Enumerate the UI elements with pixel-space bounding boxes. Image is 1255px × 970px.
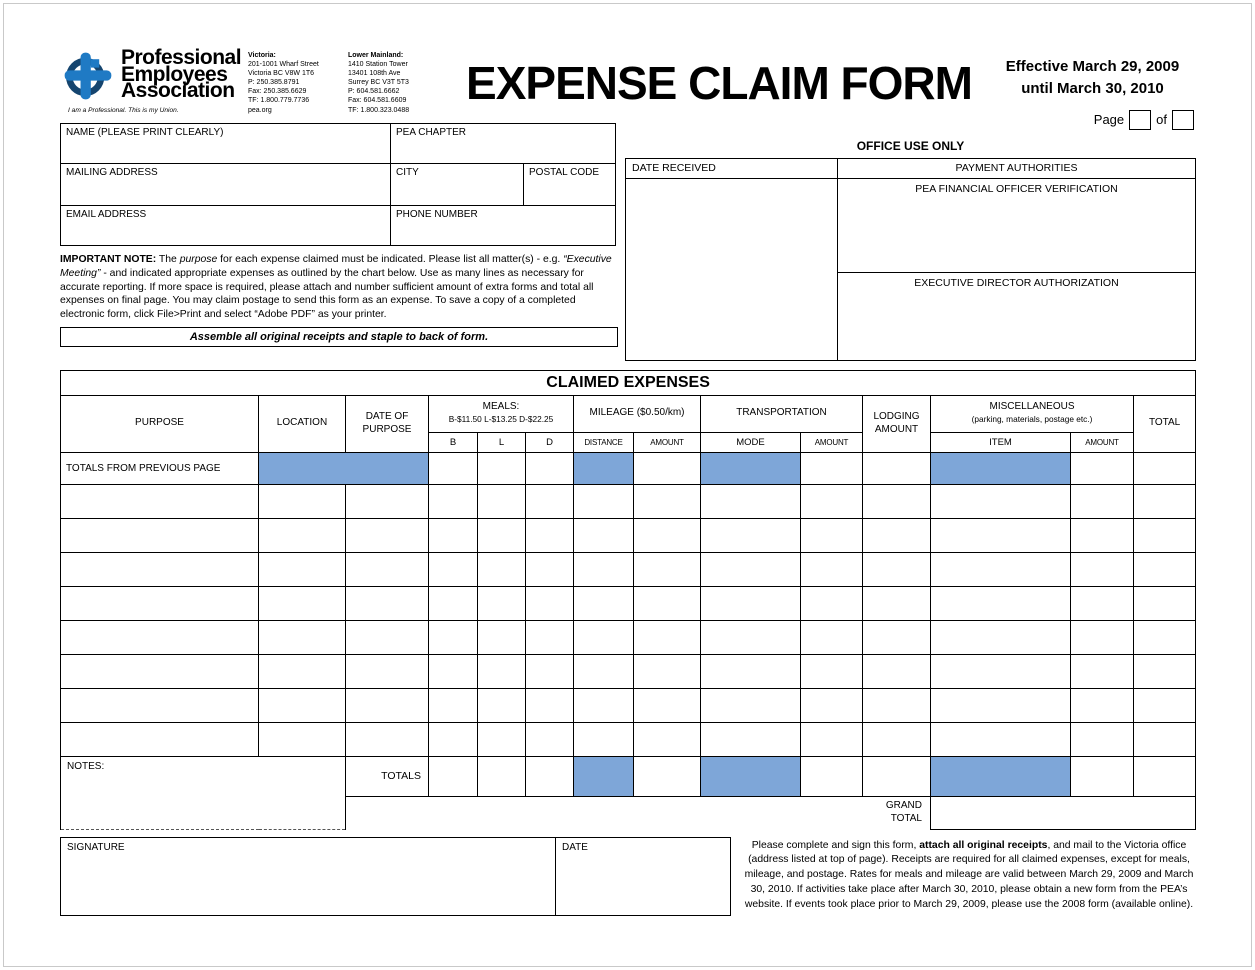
lower-mainland-line: P: 604.581.6662 xyxy=(348,88,400,96)
office-use-table xyxy=(625,158,1196,361)
lower-mainland-address xyxy=(348,48,448,115)
totals-from-previous-page-row xyxy=(61,452,1196,484)
lodging-amount-cell[interactable] xyxy=(863,518,931,552)
total-cell[interactable] xyxy=(1134,518,1196,552)
contact-row-1 xyxy=(61,123,616,163)
col-header-mileage: MILEAGE ($0.50/km) xyxy=(574,395,701,432)
transport-amount-cell[interactable] xyxy=(801,722,863,756)
mode-cell[interactable] xyxy=(701,484,801,518)
claimant-info-section xyxy=(60,123,615,361)
col-header-total: TOTAL xyxy=(1134,395,1196,452)
transport-amount-cell[interactable] xyxy=(801,620,863,654)
notes-area[interactable] xyxy=(61,756,346,829)
executive-director-authorization-label: EXECUTIVE DIRECTOR AUTHORIZATION xyxy=(914,276,1119,289)
mileage-amount-cell[interactable] xyxy=(634,586,701,620)
mileage-amount-cell[interactable] xyxy=(634,552,701,586)
distance-cell[interactable] xyxy=(574,722,634,756)
meal-b-total-cell[interactable] xyxy=(429,756,478,796)
mailing-address-field[interactable] xyxy=(61,163,391,205)
distance-cell[interactable] xyxy=(574,654,634,688)
meal-l-cell[interactable] xyxy=(478,484,526,518)
date-label: DATE xyxy=(562,841,588,853)
email-label: EMAIL ADDRESS xyxy=(66,208,147,220)
total-cell[interactable] xyxy=(1134,654,1196,688)
name-label: NAME (PLEASE PRINT CLEARLY) xyxy=(66,126,224,138)
item-cell[interactable] xyxy=(931,620,1071,654)
email-field[interactable] xyxy=(61,205,391,245)
footer-bold-text: attach all original receipts xyxy=(919,839,1048,851)
meal-b-cell[interactable] xyxy=(429,654,478,688)
transport-amount-cell[interactable] xyxy=(801,518,863,552)
grand-column-total-cell[interactable] xyxy=(1134,756,1196,796)
col-header-mode: MODE xyxy=(701,432,801,452)
victoria-address-line: P: 250.385.8791 xyxy=(248,79,300,87)
blocked-mode-cell xyxy=(701,452,801,484)
postal-code-field[interactable] xyxy=(524,163,616,205)
expenses-header-row-1 xyxy=(61,395,1196,432)
col-header-distance: DISTANCE xyxy=(574,432,634,452)
effective-dates xyxy=(990,48,1195,100)
signature-date-field[interactable] xyxy=(556,837,731,915)
postal-code-label: POSTAL CODE xyxy=(529,166,600,178)
misc-amount-cell[interactable] xyxy=(1071,552,1134,586)
org-line-1: Professional xyxy=(121,46,242,69)
signature-field[interactable] xyxy=(61,837,556,915)
financial-officer-verification-label: PEA FINANCIAL OFFICER VERIFICATION xyxy=(915,182,1118,195)
contact-row-2 xyxy=(61,163,616,205)
page-title: EXPENSE CLAIM FORM xyxy=(466,57,972,109)
location-cell[interactable] xyxy=(259,722,346,756)
distance-cell[interactable] xyxy=(574,688,634,722)
transport-amount-cell[interactable] xyxy=(801,484,863,518)
lower-mainland-line: TF: 1.800.323.0488 xyxy=(348,106,410,114)
meal-l-cell[interactable] xyxy=(478,654,526,688)
meal-d-cell[interactable] xyxy=(526,688,574,722)
office-use-only-heading: OFFICE USE ONLY xyxy=(856,138,965,153)
date-cell[interactable] xyxy=(346,586,429,620)
meal-d-cell[interactable] xyxy=(526,620,574,654)
mileage-amount-cell[interactable] xyxy=(634,722,701,756)
location-cell[interactable] xyxy=(259,518,346,552)
pea-chapter-label: PEA CHAPTER xyxy=(396,126,467,138)
expense-row xyxy=(61,484,1196,518)
lower-mainland-line: Fax: 604.581.6609 xyxy=(348,97,407,105)
lodging-header-line-1: LODGING xyxy=(873,411,920,423)
mileage-amount-cell[interactable] xyxy=(634,654,701,688)
misc-header: MISCELLANEOUS xyxy=(989,401,1075,413)
victoria-address-line: 201-1001 Wharf Street xyxy=(248,61,319,69)
meal-d-cell[interactable] xyxy=(526,654,574,688)
location-cell[interactable] xyxy=(259,654,346,688)
purpose-cell[interactable] xyxy=(61,722,259,756)
meal-b-cell[interactable] xyxy=(429,518,478,552)
col-header-meal-l: L xyxy=(478,432,526,452)
total-cell[interactable] xyxy=(1134,586,1196,620)
misc-amount-cell[interactable] xyxy=(1071,654,1134,688)
expense-row xyxy=(61,620,1196,654)
misc-amount-cell[interactable] xyxy=(1071,722,1134,756)
totals-label: TOTALS xyxy=(346,756,429,796)
purpose-cell[interactable] xyxy=(61,552,259,586)
lodging-amount-cell[interactable] xyxy=(863,620,931,654)
col-header-item: ITEM xyxy=(931,432,1071,452)
grand-total-label-line-1: GRAND xyxy=(885,800,922,812)
payment-authorities-header: PAYMENT AUTHORITIES xyxy=(838,158,1196,178)
mileage-amount-cell[interactable] xyxy=(634,518,701,552)
lodging-header-line-2: AMOUNT xyxy=(874,423,919,435)
item-cell[interactable] xyxy=(931,484,1071,518)
distance-cell[interactable] xyxy=(574,586,634,620)
purpose-cell[interactable] xyxy=(61,484,259,518)
item-cell[interactable] xyxy=(931,722,1071,756)
effective-line-1: Effective March 29, 2009 xyxy=(1005,58,1180,75)
signature-row xyxy=(61,837,731,915)
financial-officer-verification-area[interactable] xyxy=(838,178,1196,272)
office-use-section xyxy=(625,112,1196,361)
meal-l-cell[interactable] xyxy=(478,722,526,756)
claimed-expenses-title-row xyxy=(61,370,1196,395)
important-note-italic: “Executive Meeting” xyxy=(60,253,612,279)
lower-mainland-line: 1410 Station Tower xyxy=(348,61,408,69)
transport-amount-cell[interactable] xyxy=(801,452,863,484)
org-line-3: Association xyxy=(121,79,235,102)
contact-table xyxy=(60,123,616,246)
transport-amount-cell[interactable] xyxy=(801,654,863,688)
grand-total-field[interactable] xyxy=(931,796,1196,829)
meal-l-cell[interactable] xyxy=(478,452,526,484)
distance-cell[interactable] xyxy=(574,620,634,654)
col-header-lodging-amount xyxy=(863,395,931,452)
meal-d-cell[interactable] xyxy=(526,484,574,518)
victoria-address-line: Fax: 250.385.6629 xyxy=(248,88,307,96)
blocked-location-date-cell xyxy=(259,452,429,484)
meals-header: MEALS: xyxy=(482,401,520,413)
footer-text: , and mail to the Victoria office (address listed at top of page). Receipts are required for all claimed expenses, except for meals, mileage, and postage. Rates for meals and mileage are valid between March 29, 2009 and March 30, 2010. If activities take place after March 30, 2010, please obtain a new form from the PEA’s website. If events took place prior to March 29, 2009, please use the 2008 form (available online). xyxy=(744,839,1194,910)
meal-d-cell[interactable] xyxy=(526,586,574,620)
phone-field[interactable] xyxy=(391,205,616,245)
page-number-box[interactable] xyxy=(1129,110,1151,130)
of-label: of xyxy=(1156,112,1167,128)
meal-l-cell[interactable] xyxy=(478,552,526,586)
meal-l-cell[interactable] xyxy=(478,620,526,654)
lodging-amount-cell[interactable] xyxy=(863,452,931,484)
meal-b-cell[interactable] xyxy=(429,620,478,654)
lower-mainland-line: Surrey BC V3T 5T3 xyxy=(348,79,409,87)
important-note xyxy=(60,253,615,323)
expense-row xyxy=(61,518,1196,552)
blocked-item-cell xyxy=(931,452,1071,484)
date-cell[interactable] xyxy=(346,552,429,586)
city-label: CITY xyxy=(396,166,419,178)
location-cell[interactable] xyxy=(259,552,346,586)
item-cell[interactable] xyxy=(931,654,1071,688)
mode-cell[interactable] xyxy=(701,620,801,654)
footer-instructions xyxy=(743,837,1195,913)
transport-amount-cell[interactable] xyxy=(801,586,863,620)
effective-line-2: until March 30, 2010 xyxy=(1021,79,1164,97)
col-header-purpose: PURPOSE xyxy=(61,395,259,452)
lower-mainland-heading: Lower Mainland: xyxy=(348,52,404,59)
mailing-address-label: MAILING ADDRESS xyxy=(66,166,158,178)
expense-row xyxy=(61,654,1196,688)
meal-l-total-cell[interactable] xyxy=(478,756,526,796)
important-note-text: The xyxy=(156,253,180,265)
date-received-area[interactable] xyxy=(626,178,838,360)
lodging-amount-cell[interactable] xyxy=(863,484,931,518)
mileage-amount-cell[interactable] xyxy=(634,484,701,518)
totals-previous-label: TOTALS FROM PREVIOUS PAGE xyxy=(61,452,259,484)
distance-cell[interactable] xyxy=(574,484,634,518)
location-cell[interactable] xyxy=(259,620,346,654)
total-cell[interactable] xyxy=(1134,620,1196,654)
name-field[interactable] xyxy=(61,123,391,163)
lodging-amount-cell[interactable] xyxy=(863,552,931,586)
lodging-amount-cell[interactable] xyxy=(863,586,931,620)
executive-director-authorization-area[interactable] xyxy=(838,272,1196,360)
phone-label: PHONE NUMBER xyxy=(396,208,478,220)
meal-b-cell[interactable] xyxy=(429,552,478,586)
col-header-transportation: TRANSPORTATION xyxy=(701,395,863,432)
footer-text: Please complete and sign this form, xyxy=(751,839,920,851)
date-received-header: DATE RECEIVED xyxy=(626,158,838,178)
purpose-cell[interactable] xyxy=(61,518,259,552)
important-note-text: - and indicated appropriate expenses as outlined by the chart below. Use as many lines as necessary for accurate reporting. If more space is required, please attach and number sufficient amount of extra forms and total all expenses on final page. You may claim postage to send this form as an expense. To save a copy of a completed electronic form, click File>Print and select “Adobe PDF” as your printer. xyxy=(60,267,594,321)
col-header-date-of-purpose xyxy=(346,395,429,452)
form-header xyxy=(60,48,1195,115)
date-cell[interactable] xyxy=(346,654,429,688)
total-cell[interactable] xyxy=(1134,452,1196,484)
location-cell[interactable] xyxy=(259,586,346,620)
misc-amount-cell[interactable] xyxy=(1071,586,1134,620)
expense-claim-form xyxy=(60,48,1195,916)
item-cell[interactable] xyxy=(931,586,1071,620)
meal-b-cell[interactable] xyxy=(429,586,478,620)
org-line-2: Employees xyxy=(121,62,228,86)
meal-d-cell[interactable] xyxy=(526,552,574,586)
lower-mainland-line: 13401 108th Ave xyxy=(348,70,401,78)
total-cell[interactable] xyxy=(1134,722,1196,756)
page-of-control xyxy=(1094,110,1194,130)
blocked-item-total-cell xyxy=(931,756,1071,796)
lodging-amount-cell[interactable] xyxy=(863,688,931,722)
misc-amount-cell[interactable] xyxy=(1071,518,1134,552)
date-cell[interactable] xyxy=(346,518,429,552)
transport-amount-cell[interactable] xyxy=(801,688,863,722)
blocked-distance-total-cell xyxy=(574,756,634,796)
col-header-meals xyxy=(429,395,574,432)
important-note-label: IMPORTANT NOTE: xyxy=(60,253,157,265)
misc-amount-cell[interactable] xyxy=(1071,484,1134,518)
important-note-italic: purpose xyxy=(179,253,218,265)
expense-row xyxy=(61,722,1196,756)
col-header-misc-amount: AMOUNT xyxy=(1071,432,1134,452)
page-label: Page xyxy=(1093,112,1125,128)
mileage-amount-cell[interactable] xyxy=(634,452,701,484)
location-cell[interactable] xyxy=(259,688,346,722)
col-header-meal-b: B xyxy=(429,432,478,452)
total-cell[interactable] xyxy=(1134,552,1196,586)
meal-d-cell[interactable] xyxy=(526,518,574,552)
meal-d-cell[interactable] xyxy=(526,452,574,484)
misc-amount-cell[interactable] xyxy=(1071,688,1134,722)
expense-row xyxy=(61,586,1196,620)
misc-header-sub: (parking, materials, postage etc.) xyxy=(971,413,1093,424)
mode-cell[interactable] xyxy=(701,586,801,620)
misc-amount-cell[interactable] xyxy=(1071,620,1134,654)
grand-total-label xyxy=(863,796,931,829)
col-header-miscellaneous xyxy=(931,395,1134,432)
grand-total-spacer xyxy=(346,796,863,829)
mode-cell[interactable] xyxy=(701,722,801,756)
location-cell[interactable] xyxy=(259,484,346,518)
pea-logo-block xyxy=(60,48,248,114)
victoria-address-heading: Victoria: xyxy=(248,52,276,59)
contact-row-3 xyxy=(61,205,616,245)
mileage-amount-total-cell[interactable] xyxy=(634,756,701,796)
meal-l-cell[interactable] xyxy=(478,518,526,552)
meal-b-cell[interactable] xyxy=(429,722,478,756)
purpose-cell[interactable] xyxy=(61,688,259,722)
meal-d-total-cell[interactable] xyxy=(526,756,574,796)
total-cell[interactable] xyxy=(1134,484,1196,518)
expense-row xyxy=(61,688,1196,722)
meals-rates: B-$11.50 L-$13.25 D-$22.25 xyxy=(448,413,554,424)
meal-b-cell[interactable] xyxy=(429,452,478,484)
item-cell[interactable] xyxy=(931,688,1071,722)
item-cell[interactable] xyxy=(931,552,1071,586)
victoria-address-line: Victoria BC V8W 1T6 xyxy=(248,70,315,78)
page-total-box[interactable] xyxy=(1172,110,1194,130)
col-header-transport-amount: AMOUNT xyxy=(801,432,863,452)
date-cell[interactable] xyxy=(346,484,429,518)
pea-logo-icon xyxy=(60,48,116,104)
col-header-location: LOCATION xyxy=(259,395,346,452)
victoria-address xyxy=(248,48,348,115)
mode-cell[interactable] xyxy=(701,654,801,688)
purpose-cell[interactable] xyxy=(61,654,259,688)
office-use-header-row xyxy=(626,158,1196,178)
col-header-meal-d: D xyxy=(526,432,574,452)
date-header-line-1: DATE OF xyxy=(365,411,409,423)
mileage-amount-cell[interactable] xyxy=(634,688,701,722)
transport-amount-cell[interactable] xyxy=(801,552,863,586)
distance-cell[interactable] xyxy=(574,552,634,586)
org-tagline: I am a Professional. This is my Union. xyxy=(68,107,179,114)
item-cell[interactable] xyxy=(931,518,1071,552)
mileage-amount-cell[interactable] xyxy=(634,620,701,654)
signature-table xyxy=(60,837,731,916)
meal-l-cell[interactable] xyxy=(478,688,526,722)
date-cell[interactable] xyxy=(346,620,429,654)
meal-b-cell[interactable] xyxy=(429,688,478,722)
signature-label: SIGNATURE xyxy=(67,841,125,853)
misc-amount-cell[interactable] xyxy=(1071,452,1134,484)
date-cell[interactable] xyxy=(346,688,429,722)
lodging-amount-cell[interactable] xyxy=(863,722,931,756)
mode-cell[interactable] xyxy=(701,518,801,552)
expense-row xyxy=(61,552,1196,586)
purpose-cell[interactable] xyxy=(61,586,259,620)
lodging-amount-cell[interactable] xyxy=(863,654,931,688)
org-name xyxy=(121,48,241,100)
mode-cell[interactable] xyxy=(701,688,801,722)
blocked-mode-total-cell xyxy=(701,756,801,796)
misc-amount-total-cell[interactable] xyxy=(1071,756,1134,796)
distance-cell[interactable] xyxy=(574,518,634,552)
notes-label: NOTES: xyxy=(67,760,105,772)
mode-cell[interactable] xyxy=(701,552,801,586)
office-use-row-1 xyxy=(626,178,1196,272)
claimed-expenses-title: CLAIMED EXPENSES xyxy=(61,370,1196,395)
meal-l-cell[interactable] xyxy=(478,586,526,620)
grand-total-label-line-2: TOTAL xyxy=(890,812,922,824)
blocked-distance-cell xyxy=(574,452,634,484)
total-cell[interactable] xyxy=(1134,688,1196,722)
date-header-line-2: PURPOSE xyxy=(362,423,412,435)
transport-amount-total-cell[interactable] xyxy=(801,756,863,796)
pea-chapter-field[interactable] xyxy=(391,123,616,163)
claimed-expenses-table xyxy=(60,370,1196,830)
date-cell[interactable] xyxy=(346,722,429,756)
city-field[interactable] xyxy=(391,163,524,205)
meal-d-cell[interactable] xyxy=(526,722,574,756)
victoria-website: pea.org xyxy=(248,106,272,114)
victoria-address-line: TF: 1.800.779.7736 xyxy=(248,97,310,105)
purpose-cell[interactable] xyxy=(61,620,259,654)
meal-b-cell[interactable] xyxy=(429,484,478,518)
col-header-mileage-amount: AMOUNT xyxy=(634,432,701,452)
important-note-text: for each expense claimed must be indicated. Please list all matter(s) - e.g. xyxy=(217,253,564,265)
assemble-receipts-note: Assemble all original receipts and staple to back of form. xyxy=(60,327,618,347)
lodging-amount-total-cell[interactable] xyxy=(863,756,931,796)
totals-row xyxy=(61,756,1196,796)
